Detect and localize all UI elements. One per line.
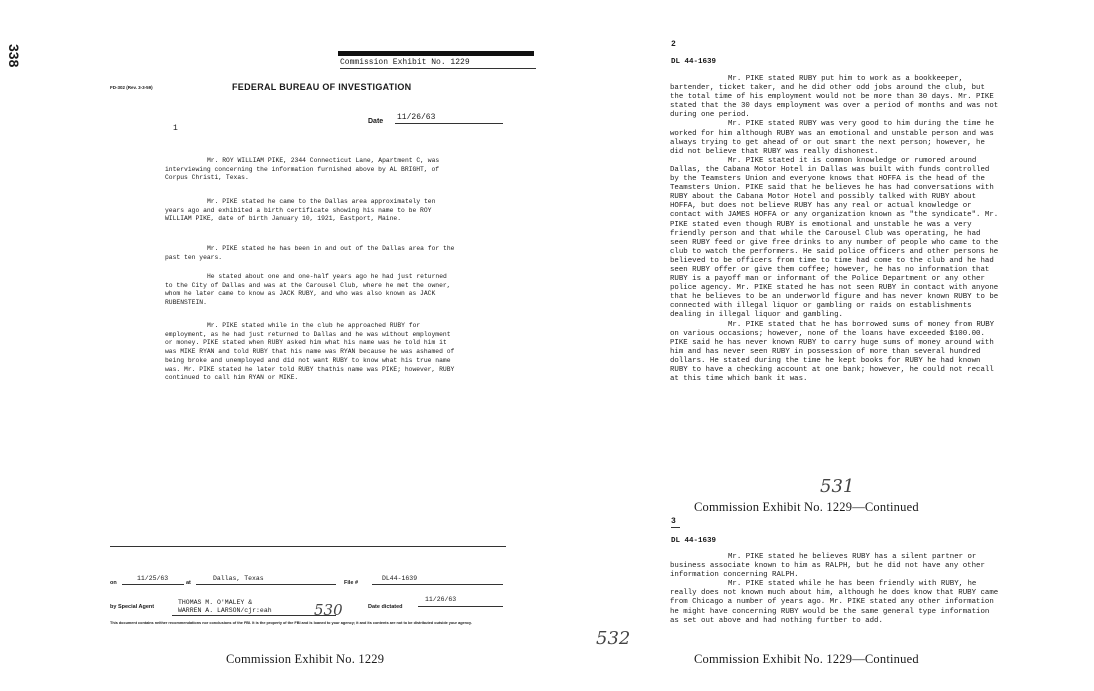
report-paragraph: Mr. PIKE stated while he has been friendly with RUBY, he really does not known much about him, although he does know that RUBY came from Chicago a number of years ago. Mr. PIKE stated any other information he might have concerning RUBY would be the same general type information as set out above and had nothing furtber to add.: [670, 580, 999, 625]
by-agent-label: by Special Agent: [110, 604, 155, 610]
exhibit-caption-left: Commission Exhibit No. 1229: [226, 652, 385, 666]
exhibit-header-rule: [340, 68, 536, 69]
exhibit-header-label: Commission Exhibit No. 1229: [340, 58, 470, 67]
on-date-rule: [122, 584, 184, 585]
interview-location: Dallas, Texas: [213, 575, 264, 582]
date-rule: [395, 123, 503, 124]
page-marker: 1: [173, 124, 178, 133]
continuation-text-page-3: [670, 553, 1000, 626]
handwritten-page-number: 532: [596, 628, 631, 649]
at-label: at: [186, 580, 191, 586]
footer-divider: [110, 546, 506, 547]
form-number: FD-302 (Rev. 3-3-59): [110, 85, 153, 90]
continuation-text-page-2: [670, 75, 1000, 384]
report-paragraph: He stated about one and one-half years ago he had just returned to the City of Dallas and was at the Carousel Club, where he met the owner, whom he later came to know as JACK RUBY, and who was also known as JACK RUBENSTEIN.: [165, 273, 451, 307]
exhibit-caption-right-2: Commission Exhibit No. 1229—Continued: [694, 652, 919, 666]
report-paragraph: Mr. PIKE stated it is common knowledge or rumored around Dallas, the Cabana Motor Hotel in Dallas was built with funds controlled by the Teamsters Union and everyone knows that HOFFA is the head of the Teamsters Union. PIKE said that he believes he has had conversations with RUBY about the Cabana Motor Hotel and possibly talked with RUBY about HOFFA, but does not believe RUBY has any real or actual knowledge or contact with JAMES HOFFA or any organization known as "the syndicate". Mr. PIKE stated even though RUBY is emotional and unstable he was a very friendly person and that while the Carousel Club was operating, he had seen RUBY feed or give free drinks to any number of people who came to the club to watch the performers. He said police officers and other persons he believed to be officers from time to time had come to the club and he had seen RUBY offer or give them coffee; however, he has no information that RUBY is a payoff man or informant of the Police Department or any other police agency. Mr. PIKE stated he has not seen RUBY in contact with anyone that he believes to be an underworld figure and has never known RUBY to be connected with illegal liquor or gambling or raids on establishments dealing in illegal liquor and gambling.: [670, 156, 999, 320]
date-dictated-label: Date dictated: [368, 604, 403, 610]
exhibit-header-bar: [338, 51, 534, 56]
page-marker-2: 2: [671, 40, 676, 49]
on-label: on: [110, 580, 117, 586]
page-marker-underline: [671, 527, 680, 528]
exhibit-caption-right-1: Commission Exhibit No. 1229—Continued: [694, 500, 919, 514]
volume-page-number: 338: [6, 44, 22, 68]
report-date: 11/26/63: [397, 113, 436, 122]
file-rule: [372, 584, 503, 585]
report-paragraph: Mr. PIKE stated he has been in and out of the Dallas area for the past ten years.: [165, 245, 455, 261]
report-paragraph: Mr. PIKE stated RUBY was very good to him during the time he worked for him although RUBY was an emotional and unstable person and was always trying to get ahead of or out smart the next person; however, he did not believe that RUBY was really dishonest.: [670, 120, 995, 156]
agents-line-1: THOMAS M. O'MALEY &: [178, 599, 253, 606]
agency-title: FEDERAL BUREAU OF INVESTIGATION: [232, 82, 412, 92]
file-reference-2: DL 44-1639: [671, 58, 717, 66]
handwritten-page-number: 530: [314, 601, 343, 619]
file-number: DL44-1639: [382, 575, 418, 582]
interview-date: 11/25/63: [137, 575, 169, 582]
report-paragraph: Mr. PIKE stated he came to the Dallas area approximately ten years ago and exhibited a birth certificate showing his name to be ROY WILLIAM PIKE, date of birth January 10, 1921, Eastport, Maine.: [165, 198, 436, 223]
dictated-rule: [418, 606, 503, 607]
report-paragraph: Mr. PIKE stated he believes RUBY has a silent partner or business associate known to him as RALPH, but he did not have any other information concerning RALPH.: [670, 553, 985, 580]
agents-rule: [172, 615, 336, 616]
report-paragraph: Mr. PIKE stated while in the club he approached RUBY for employment, as he had just returned to Dallas and he was without employment or money. PIKE stated when RUBY asked him what his name was he told him it was MIKE RYAN and told RUBY that his name was RYAN because he was ashamed of being broke and unemployed and did not want RUBY to know what his true name was. Mr. PIKE stated he later told RUBY thathis name was PIKE; however, RUBY continued to call him RYAN or MIKE.: [165, 322, 455, 382]
page-marker-3: 3: [671, 517, 676, 526]
file-label: File #: [344, 580, 359, 586]
location-rule: [196, 584, 336, 585]
file-reference-3: DL 44-1639: [671, 537, 717, 545]
date-label: Date: [368, 118, 384, 125]
date-dictated: 11/26/63: [425, 596, 457, 603]
fbi-disclaimer: This document contains neither recommendations nor conclusions of the FBI. It is the property of the FBI and is loaned to your agency; it and its contents are not to be distributed outside your agency.: [110, 621, 472, 625]
report-paragraph: Mr. PIKE stated RUBY put him to work as a bookkeeper, bartender, ticket taker, and he did other odd jobs around the club, but the total time of his employment would not be more than 30 days. Mr. PIKE stated that the 30 days employment was over a period of months and was not during one period.: [670, 75, 999, 120]
report-paragraph: Mr. PIKE stated that he has borrowed sums of money from RUBY on various occasions; however, none of the loans have exceeded $100.00. PIKE said he has never known RUBY to carry huge sums of money around with him and has never seen RUBY in possession of more than several hundred dollars. He stated during the time he kept books for RUBY he had known RUBY to have a checking account at one bank; however, he could not recall at this time which bank it was.: [670, 320, 995, 384]
agents-line-2: WARREN A. LARSON/cjr:eah: [178, 607, 272, 614]
handwritten-page-number: 531: [820, 476, 855, 497]
report-paragraph: Mr. ROY WILLIAM PIKE, 2344 Connecticut Lane, Apartment C, was interviewing concerning the information furnished above by AL BRIGHT, of Corpus Christi, Texas.: [165, 157, 440, 182]
